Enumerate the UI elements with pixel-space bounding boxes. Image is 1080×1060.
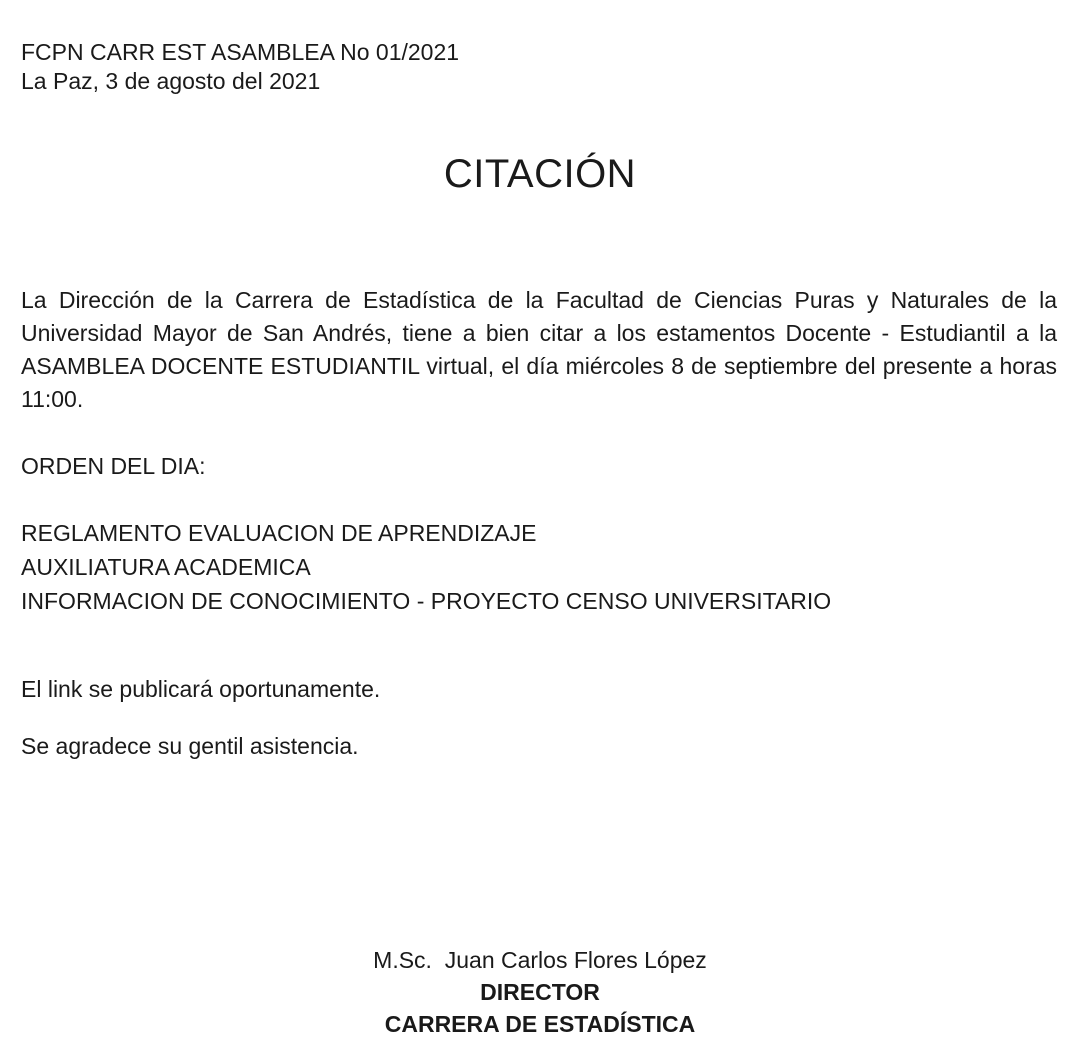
reference-number: FCPN CARR EST ASAMBLEA No 01/2021 (21, 39, 460, 65)
body-paragraph: La Dirección de la Carrera de Estadística de la Facultad de Ciencias Puras y Naturales de la Universidad Mayor de San Andrés, tiene a bien citar a los estamentos Docente - Estudiantil a la ASAMBLEA DOCENTE ESTUDIANTIL virtual, el día miércoles 8 de septiembre del presente a horas 11:00. (21, 287, 1057, 412)
document-title: CITACIÓN (443, 152, 637, 196)
place-date: La Paz, 3 de agosto del 2021 (21, 68, 321, 94)
agenda-heading: ORDEN DEL DIA: (21, 453, 206, 479)
agenda-item: INFORMACION DE CONOCIMIENTO - PROYECTO CENSO UNIVERSITARIO (21, 588, 832, 614)
signatory-name: M.Sc. Juan Carlos Flores López (373, 947, 707, 973)
agenda-list (21, 516, 831, 618)
signatory-position: DIRECTOR (480, 979, 600, 1005)
document-header (21, 38, 459, 96)
signature-block (0, 944, 1080, 1040)
signatory-department: CARRERA DE ESTADÍSTICA (384, 1011, 696, 1037)
link-note: El link se publicará oportunamente. (21, 676, 381, 702)
thanks-note: Se agradece su gentil asistencia. (21, 733, 359, 759)
agenda-item: REGLAMENTO EVALUACION DE APRENDIZAJE (21, 520, 537, 546)
agenda-item: AUXILIATURA ACADEMICA (21, 554, 311, 580)
